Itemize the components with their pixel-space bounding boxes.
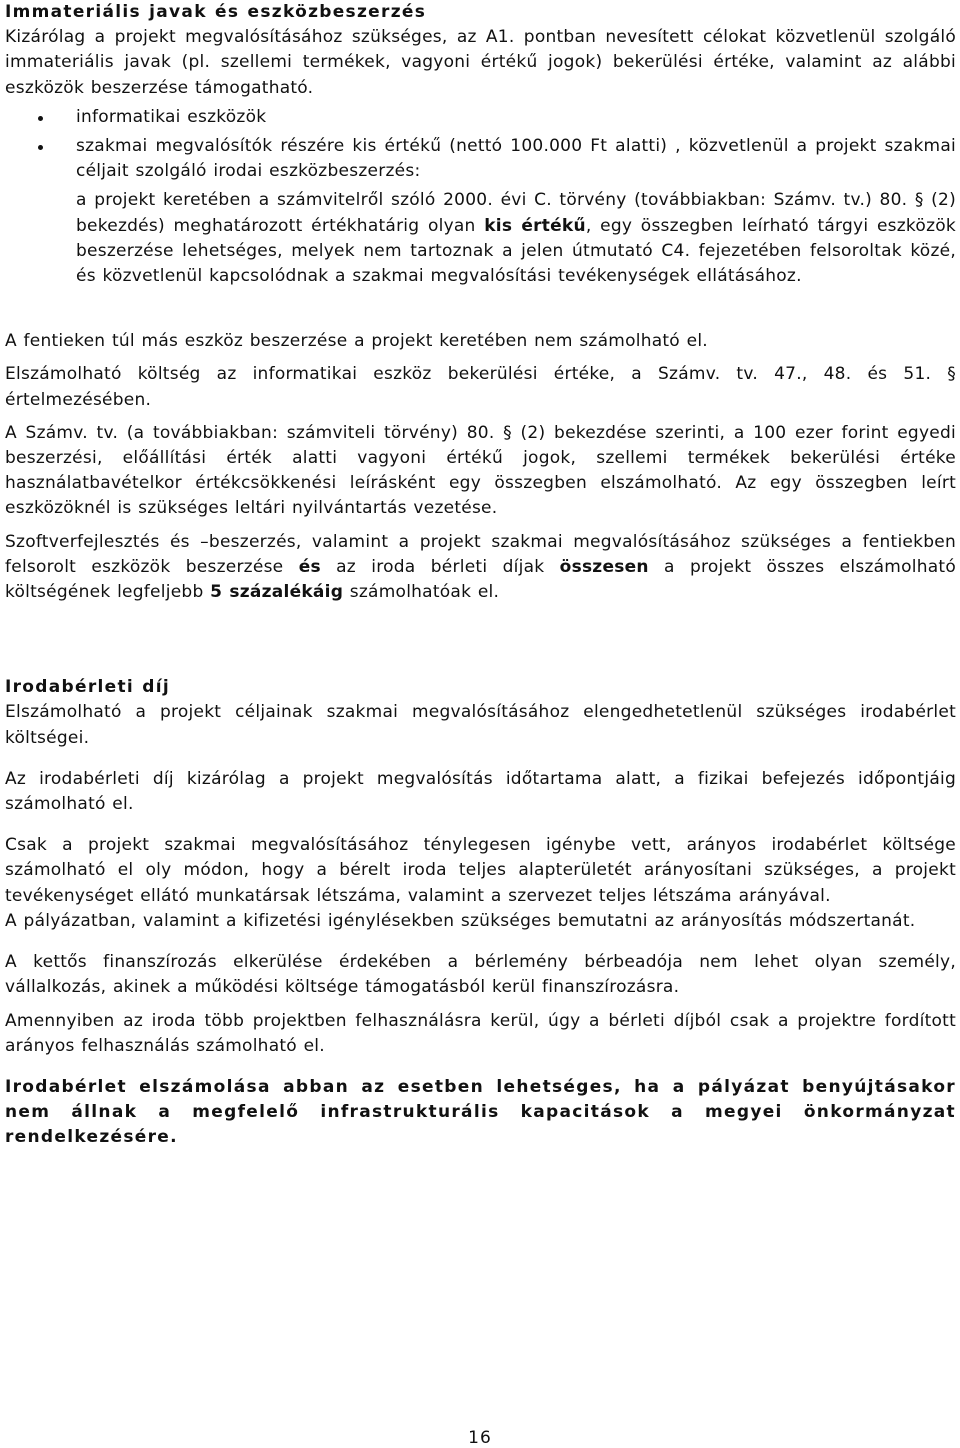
bullet-list: [5, 105, 956, 185]
bold-text: és: [298, 556, 321, 577]
paragraph-intro: Kizárólag a projekt megvalósításához szükséges, az A1. pontban nevesített célokat közvetlenül szolgáló immateriális javak (pl. szellemi termékek, vagyoni értékű jogok) bekerülési értéke, valamint az alábbi eszközök beszerzése támogatható.: [5, 27, 956, 98]
section-heading-intangibles: Immateriális javak és eszközbeszerzés: [5, 2, 427, 22]
paragraph-accounting-act: A Számv. tv. (a továbbiakban: számviteli törvény) 80. § (2) bekezdése szerinti, a 100 ezer forint egyedi beszerzési, előállítási érték alatti vagyoni értékű jogok, szellemi termékek bekerülési értéke használatbavételkor értékcsökkenési leírásként egy összegben elszámolható. Az egy összegben leírt eszközöknél is szükséges leltári nyilvántartás vezetése.: [5, 422, 956, 519]
text-run: számolhatóak el.: [343, 582, 500, 603]
document-page: [5, 0, 956, 1151]
page-number: 16: [468, 1428, 492, 1448]
text-run: az iroda bérleti díjak: [320, 556, 560, 577]
section-heading-office-rent: Irodabérleti díj: [5, 677, 170, 698]
paragraph-other-assets: A fentieken túl más eszköz beszerzése a projekt keretében nem számolható el.: [5, 331, 708, 352]
bullet-icon: [38, 145, 43, 150]
paragraph-software: [5, 530, 956, 606]
paragraph-multiple-projects: Amennyiben az iroda több projektben felhasználásra kerül, úgy a bérleti díjból csak a projektre fordított arányos felhasználás számolható el.: [5, 1010, 956, 1056]
bold-text: kis értékű: [484, 215, 586, 236]
paragraph-office-rent-condition: Irodabérlet elszámolása abban az esetben lehetséges, ha a pályázat benyújtásakor nem állnak a megfelelő infrastrukturális kapacitások a megyei önkormányzat rendelkezésére.: [5, 1076, 956, 1148]
bullet-item-office-equipment: [5, 134, 956, 184]
bullet-icon: [38, 116, 43, 121]
paragraph-eligible-cost: Elszámolható költség az informatikai eszköz bekerülési értéke, a Számv. tv. 47., 48. és 51. § értelmezésében.: [5, 364, 956, 410]
bold-text: 5 százalékáig: [210, 582, 344, 603]
text-run: Szoftverfejlesztés és –beszerzés, valamint a projekt szakmai megvalósításához szükséges a fentiekben felsorolt eszközök beszerzése: [5, 531, 956, 577]
bullet-text: informatikai eszközök: [76, 106, 267, 127]
text-run: , egy összegben leírható tárgyi eszközök beszerzése lehetséges, melyek nem tartoznak a jelen útmutató C4. fejezetében felsoroltak közé, és közvetlenül kapcsolódnak a szakmai megvalósítási tevékenységek ellátásához.: [76, 215, 956, 287]
paragraph-office-rent-proportional: Csak a projekt szakmai megvalósításához ténylegesen igénybe vett, arányos irodabérlet költsége számolható el oly módon, hogy a bérelt iroda teljes alapterületét arányosítani szükséges, a projekt tevékenységet ellátó munkatársak létszáma, valamint a szervezet teljes létszáma arányával.: [5, 835, 956, 906]
bold-text: összesen: [559, 556, 649, 577]
paragraph-office-rent-period: Az irodabérleti díj kizárólag a projekt megvalósítás időtartama alatt, a fizikai befejezés időpontjáig számolható el.: [5, 768, 956, 815]
bullet-text: szakmai megvalósítók részére kis értékű (nettó 100.000 Ft alatti) , közvetlenül a projekt szakmai céljait szolgáló irodai eszközbeszerzés:: [76, 136, 956, 182]
paragraph-office-rent-method: A pályázatban, valamint a kifizetési igénylésekben szükséges bemutatni az arányosítás módszertanát.: [5, 910, 916, 931]
paragraph-office-rent-eligible: Elszámolható a projekt céljainak szakmai megvalósításához elengedhetetlenül szükséges irodabérlet költségei.: [5, 702, 956, 748]
text-run: a projekt keretében a számvitelről szóló 2000. évi C. törvény (továbbiakban: Számv. tv.) 80. § (2) bekezdés) meghatározott értékhatárig olyan: [76, 190, 956, 236]
text-run: a projekt összes elszámolható költségének legfeljebb: [5, 556, 956, 603]
bullet-item-it-equipment: [5, 105, 956, 130]
paragraph-double-financing: A kettős finanszírozás elkerülése érdekében a bérlemény bérbeadója nem lehet olyan személy, vállalkozás, akinek a működési költsége támogatásból kerül finanszírozásra.: [5, 952, 956, 998]
paragraph-small-value-assets: [5, 188, 956, 289]
